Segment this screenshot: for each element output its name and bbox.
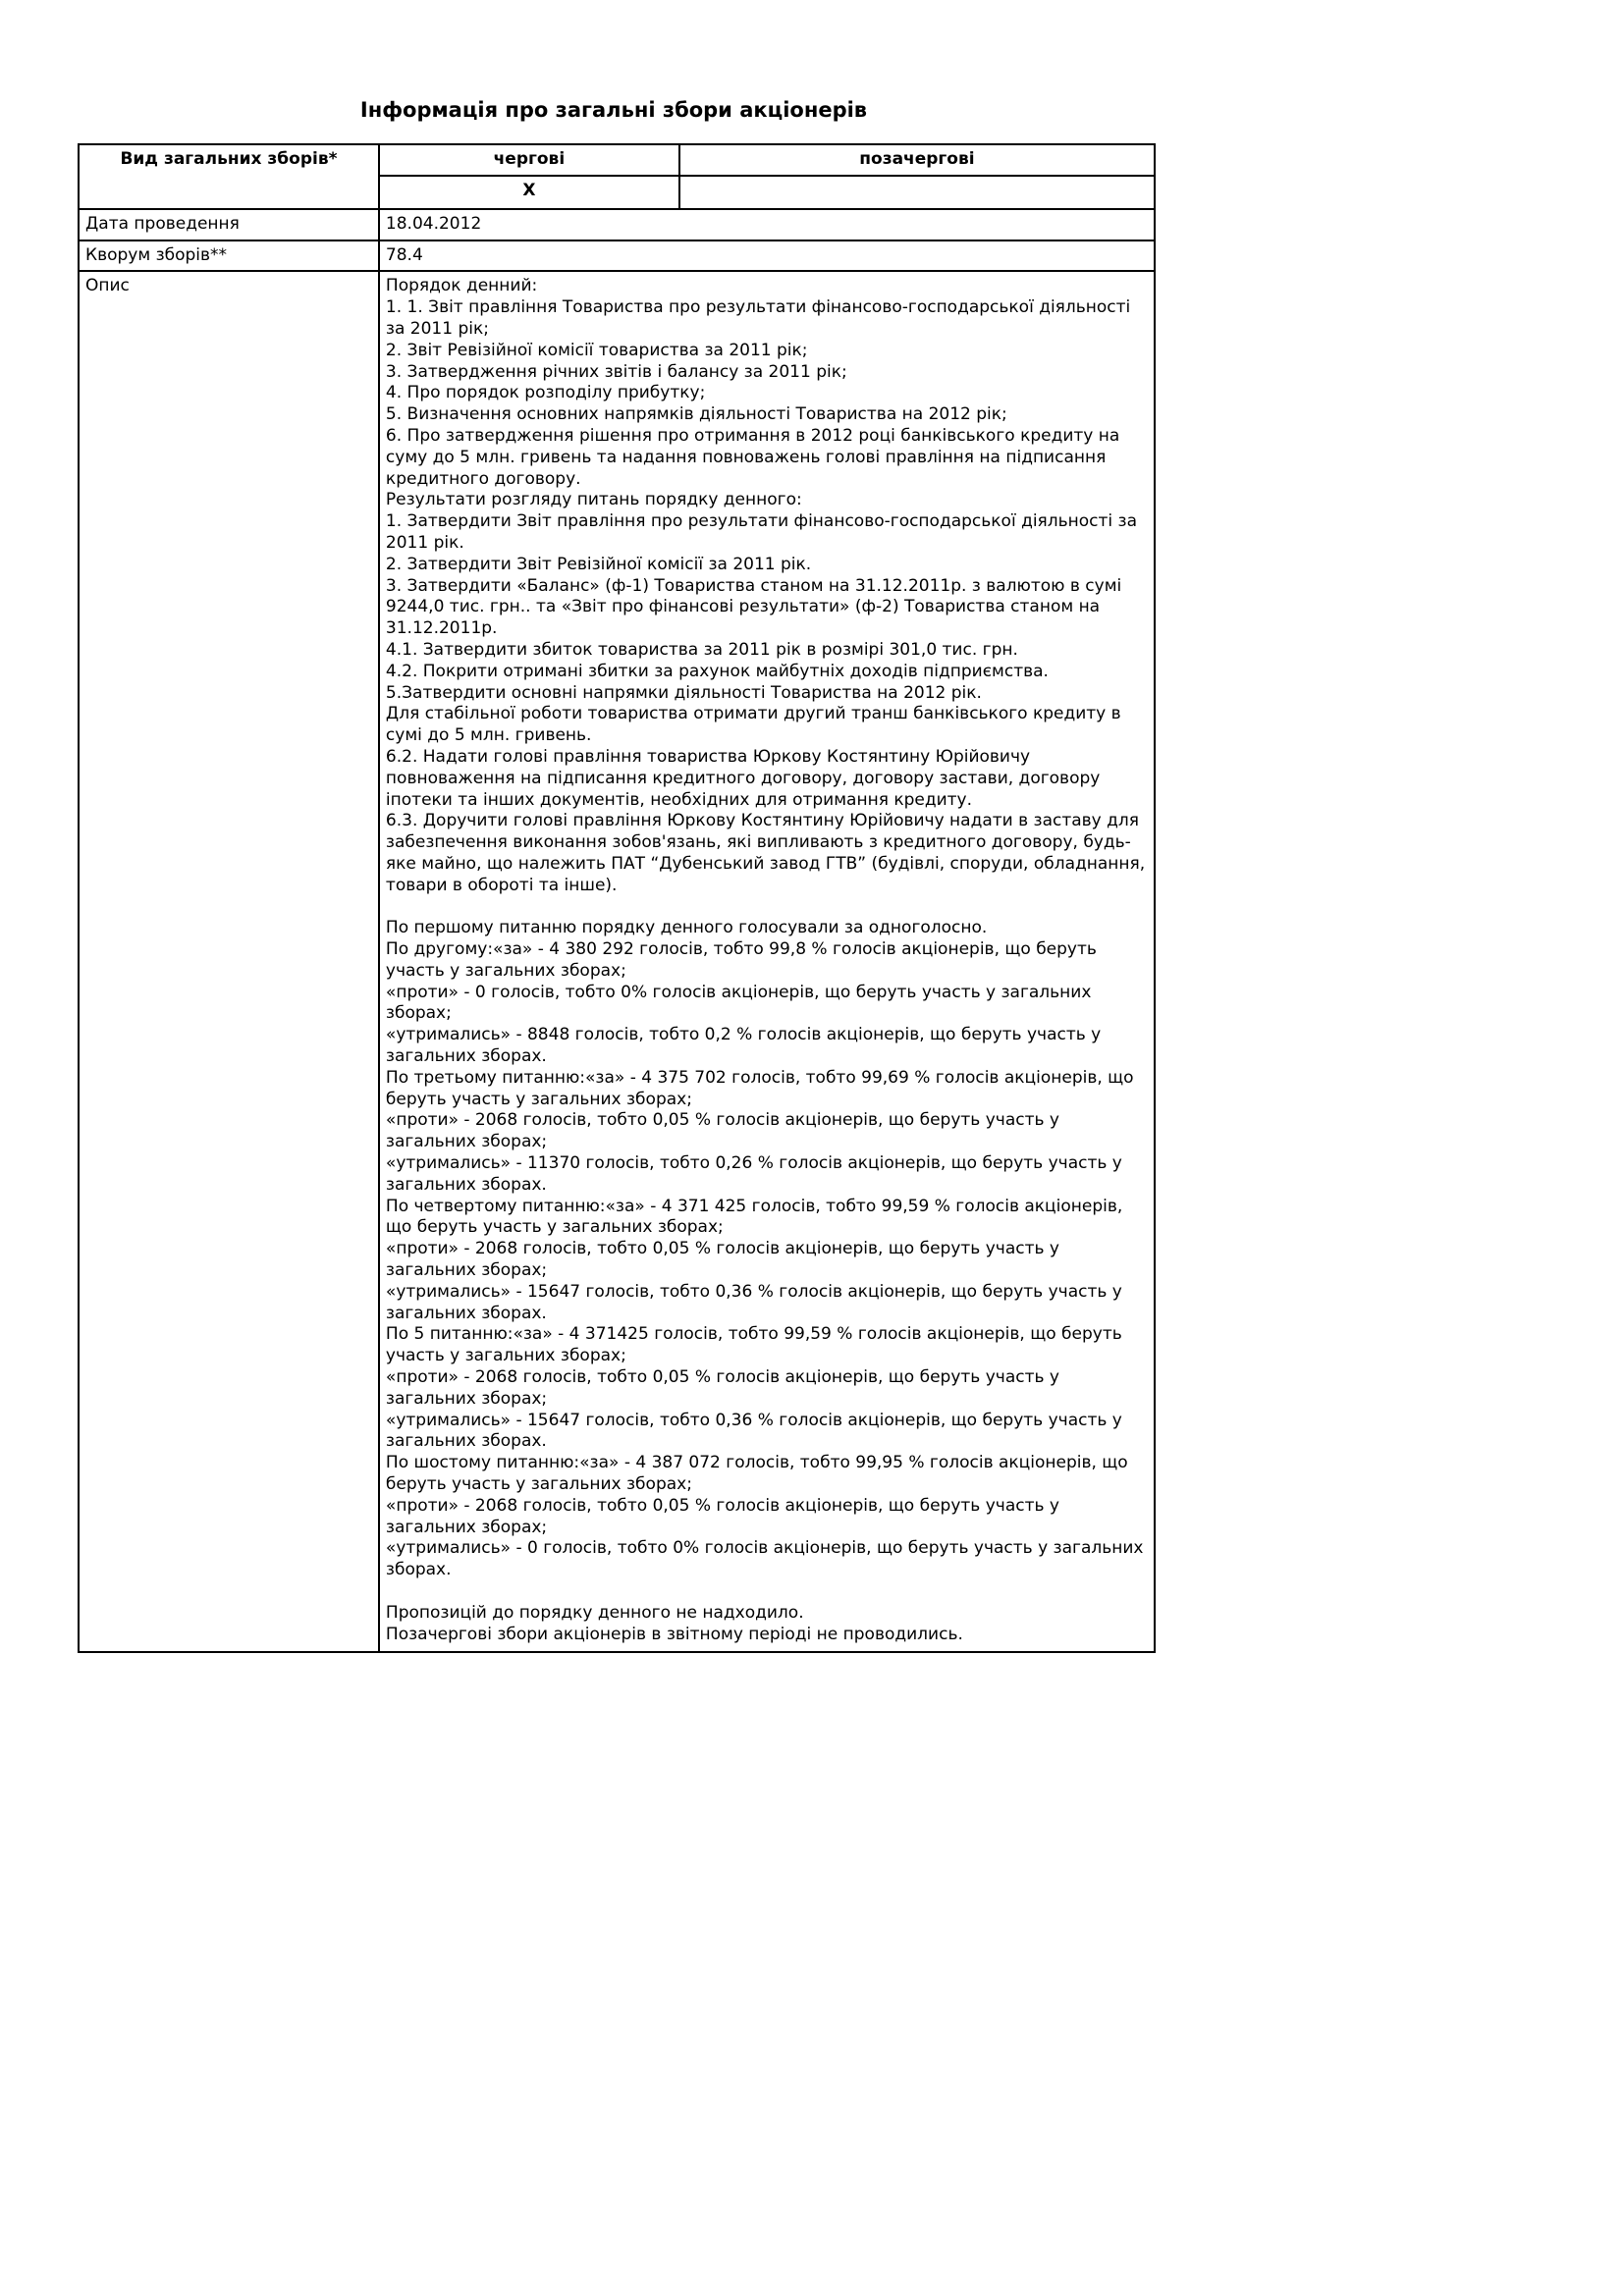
page-title: Інформація про загальні збори акціонерів xyxy=(359,98,868,122)
extraordinary-meeting-mark xyxy=(679,176,1155,209)
meeting-type-label: Вид загальних зборів* xyxy=(79,144,379,209)
meeting-type-header-row xyxy=(79,144,1155,176)
description-label: Опис xyxy=(79,271,379,1652)
regular-meeting-header: чергові xyxy=(379,144,679,176)
quorum-row xyxy=(79,240,1155,272)
extraordinary-meeting-header: позачергові xyxy=(679,144,1155,176)
description-row xyxy=(79,271,1155,1652)
description-cell xyxy=(379,271,1155,1652)
regular-meeting-mark: X xyxy=(379,176,679,209)
date-label: Дата проведення xyxy=(79,209,379,240)
description-text: Порядок денний: 1. 1. Звіт правління Товариства про результати фінансово-господарської діяльності за 2011 рік; 2. Звіт Ревізійної комісії товариства за 2011 рік; 3. Затвердження річних звітів і балансу за 2011 рік; 4. Про порядок розподілу прибутку; 5. Визначення основних напрямків діяльності Товариства на 2012 рік; 6. Про затвердження рішення про отримання в 2012 році банківського кредиту на суму до 5 млн. гривень та надання повноважень голові правління на підписання кредитного договору. Результати розгляду питань порядку денного: 1. Затвердити Звіт правління про результати фінансово-господарської діяльності за 2011 рік. 2. Затвердити Звіт Ревізійної комісії за 2011 рік. 3. Затвердити «Баланс» (ф-1) Товариства станом на 31.12.2011р. з валютою в сумі 9244,0 тис. грн.. та «Звіт про фінансові результати» (ф-2) Товариства станом на 31.12.2011р. 4.1. Затвердити збиток товариства за 2011 рік в розмірі 301,0 тис. грн. 4.2. Покрити отримані збитки за рахунок майбутніх доходів підприємства. 5.Затвердити основні напрямки діяльності Товариства на 2012 рік. Для стабільної роботи товариства отримати другий транш банківського кредиту в сумі до 5 млн. гривень. 6.2. Надати голові правління товариства Юркову Костянтину Юрійовичу повноваження на підписання кредитного договору, договору застави, договору іпотеки та інших документів, необхідних для отримання кредиту. 6.3. Доручити голові правління Юркову Костянтину Юрійовичу надати в заставу для забезпечення виконання зобов'язань, які випливають з кредитного договору, будь-яке майно, що належить ПАТ “Дубенський завод ГТВ” (будівлі, споруди, обладнання, товари в обороті та інше). По першому питанню порядку денного голосували за одноголосно. По другому:«за» - 4 380 292 голосів, тобто 99,8 % голосів акціонерів, що беруть участь у загальних зборах; «проти» - 0 голосів, тобто 0% голосів акціонерів, що беруть участь у загальних зборах; «утримались» - 8848 голосів, тобто 0,2 % голосів акціонерів, що беруть участь у загальних зборах. По третьому питанню:«за» - 4 375 702 голосів, тобто 99,69 % голосів акціонерів, що беруть участь у загальних зборах; «проти» - 2068 голосів, тобто 0,05 % голосів акціонерів, що беруть участь у загальних зборах; «утримались» - 11370 голосів, тобто 0,26 % голосів акціонерів, що беруть участь у загальних зборах. По четвертому питанню:«за» - 4 371 425 голосів, тобто 99,59 % голосів акціонерів, що беруть участь у загальних зборах; «проти» - 2068 голосів, тобто 0,05 % голосів акціонерів, що беруть участь у загальних зборах; «утримались» - 15647 голосів, тобто 0,36 % голосів акціонерів, що беруть участь у загальних зборах. По 5 питанню:«за» - 4 371425 голосів, тобто 99,59 % голосів акціонерів, що беруть участь у загальних зборах; «проти» - 2068 голосів, тобто 0,05 % голосів акціонерів, що беруть участь у загальних зборах; «утримались» - 15647 голосів, тобто 0,36 % голосів акціонерів, що беруть участь у загальних зборах. По шостому питанню:«за» - 4 387 072 голосів, тобто 99,95 % голосів акціонерів, що беруть участь у загальних зборах; «проти» - 2068 голосів, тобто 0,05 % голосів акціонерів, що беруть участь у загальних зборах; «утримались» - 0 голосів, тобто 0% голосів акціонерів, що беруть участь у загальних зборах. Пропозицій до порядку денного не надходило. Позачергові збори акціонерів в звітному періоді не проводились. xyxy=(385,276,1146,1644)
meeting-info-table xyxy=(78,143,1156,1653)
date-value: 18.04.2012 xyxy=(379,209,1155,240)
date-row xyxy=(79,209,1155,240)
quorum-value: 78.4 xyxy=(379,240,1155,272)
quorum-label: Кворум зборів** xyxy=(79,240,379,272)
